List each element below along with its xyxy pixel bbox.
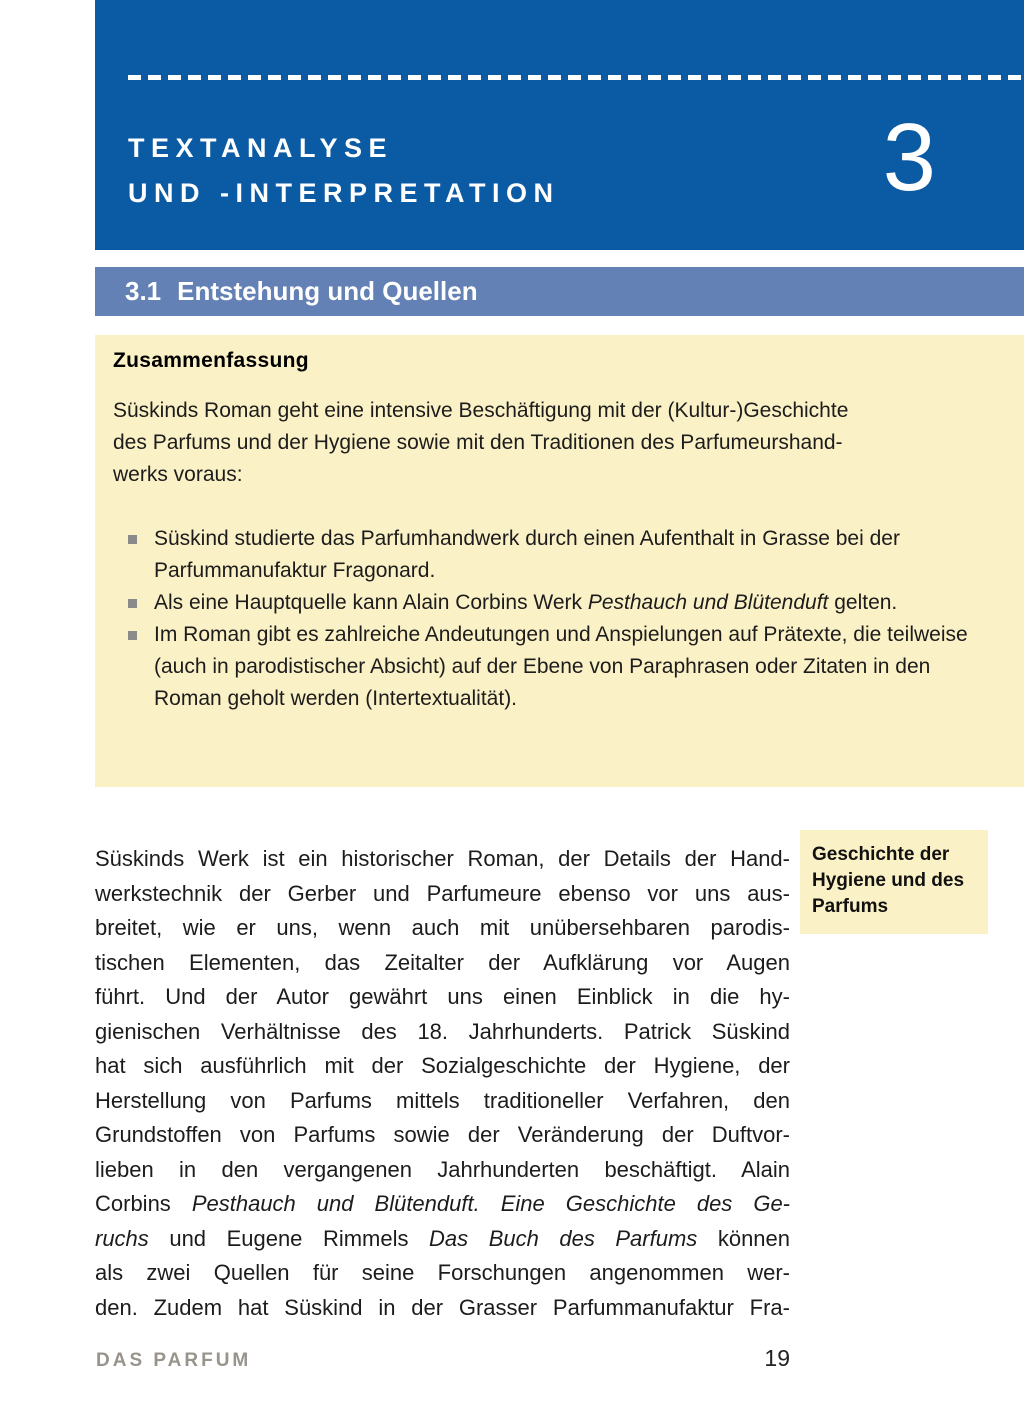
text-run: Herstellung von Parfums mittels traditioneller Verfahren, den (95, 1087, 790, 1113)
text-run: Süskinds Werk ist ein historischer Roman, der Details der Hand- (95, 846, 790, 871)
italic-text-run: Pesthauch und Blütenduft. Eine Geschichte des Ge- (191, 1191, 790, 1216)
body-text-line (95, 1015, 790, 1050)
summary-intro-line: Süskinds Roman geht eine intensive Beschäftigung mit der (Kultur-)Geschichte (113, 399, 849, 422)
body-text-line (95, 842, 790, 877)
square-bullet-icon (128, 535, 137, 544)
chapter-number: 3 (882, 104, 936, 211)
section-number: 3.1 (125, 276, 162, 306)
chapter-header (95, 0, 1024, 250)
text-run: Süskind studierte das Parfumhandwerk durch einen Aufenthalt in Grasse bei der Parfummanufaktur Fragonard. (154, 527, 900, 582)
italic-text-run: Das Buch des Parfums (429, 1225, 698, 1251)
footer-page-number: 19 (764, 1345, 790, 1371)
text-run: gelten. (828, 591, 898, 614)
text-run: können (697, 1225, 791, 1251)
italic-text-run: Pesthauch und Blütenduft (587, 591, 829, 614)
body-text-line (95, 1291, 790, 1326)
dashed-divider (128, 75, 1024, 80)
summary-bullet-list (113, 523, 1004, 715)
summary-bullet-item (113, 587, 1004, 619)
text-run: werkstechnik der Gerber und Parfumeure ebenso vor uns aus- (95, 880, 790, 906)
summary-bullet-item (113, 619, 1004, 715)
italic-text-run: ruchs (95, 1225, 149, 1251)
text-run: lieben in den vergangenen Jahrhunderten beschäftigt. Alain (95, 1156, 790, 1182)
body-text-line (95, 1153, 790, 1188)
footer-book-title: DAS PARFUM (96, 1350, 252, 1371)
text-run: Grundstoffen von Parfums sowie der Veränderung der Duftvor- (95, 1122, 790, 1147)
body-text-line (95, 1187, 790, 1222)
text-run: breitet, wie er uns, wenn auch mit unübersehbaren parodis- (95, 915, 790, 940)
body-text-line (95, 1049, 790, 1084)
body-text-line (95, 946, 790, 981)
body-text-column (95, 842, 790, 1325)
summary-intro-paragraph (113, 395, 1004, 491)
text-run: führt. Und der Autor gewährt uns einen Einblick in die hy- (95, 984, 790, 1009)
section-heading-bar (95, 267, 1024, 316)
square-bullet-icon (128, 599, 137, 608)
body-text-line (95, 1084, 790, 1119)
section-title: Entstehung und Quellen (177, 276, 478, 306)
text-run: hat sich ausführlich mit der Sozialgeschichte der Hygiene, der (95, 1053, 790, 1078)
body-text-line (95, 980, 790, 1015)
summary-intro-line: werks voraus: (113, 463, 243, 486)
body-text-line (95, 1222, 790, 1257)
text-run: tischen Elementen, das Zeitalter der Aufklärung vor Augen (95, 949, 790, 975)
body-text-line (95, 1118, 790, 1153)
summary-intro-line: des Parfums und der Hygiene sowie mit den Traditionen des Parfumeurshand- (113, 431, 843, 454)
bullet-text (154, 587, 907, 619)
chapter-title-line2: UND -INTERPRETATION (128, 178, 560, 208)
summary-box (95, 335, 1024, 787)
bullet-text (154, 523, 1004, 587)
text-run: Als eine Hauptquelle kann Alain Corbins Werk (154, 591, 588, 614)
margin-note: Geschichte der Hygiene und des Parfums (800, 830, 988, 934)
bullet-text (154, 619, 1004, 715)
text-run: und Eugene Rimmels (148, 1225, 430, 1251)
text-run: als zwei Quellen für seine Forschungen angenommen wer- (95, 1260, 790, 1285)
text-run: Im Roman gibt es zahlreiche Andeutungen und Anspielungen auf Prätexte, die teilweise (auch in parodistischer Absicht) auf der Ebene von Paraphrasen oder Zitaten in den Roman geholt werden (Intertextualität). (154, 623, 968, 710)
text-run: Corbins (95, 1191, 192, 1216)
text-run: gienischen Verhältnisse des 18. Jahrhunderts. Patrick Süskind (95, 1018, 790, 1044)
summary-heading: Zusammenfassung (113, 349, 309, 372)
text-run: den. Zudem hat Süskind in der Grasser Parfummanufaktur Fra- (95, 1294, 790, 1320)
body-text-line (95, 877, 790, 912)
chapter-title (128, 126, 559, 216)
square-bullet-icon (128, 631, 137, 640)
body-text-line (95, 911, 790, 946)
chapter-title-line1: TEXTANALYSE (128, 133, 394, 163)
body-text-line (95, 1256, 790, 1291)
summary-bullet-item (113, 523, 1004, 587)
